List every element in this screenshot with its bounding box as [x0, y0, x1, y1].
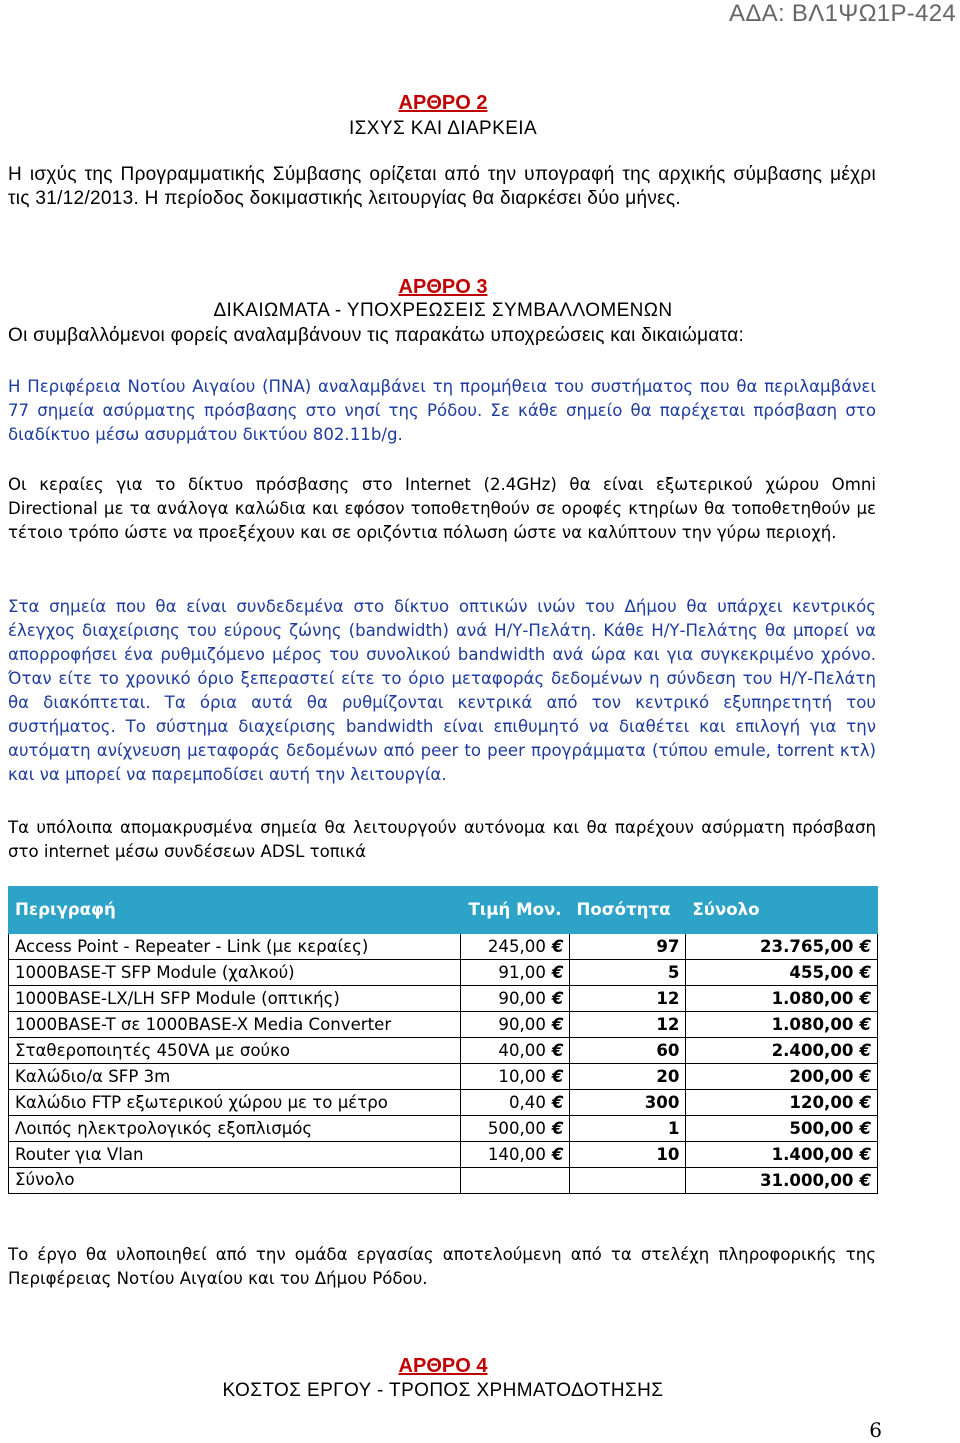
table-row: [9, 1090, 878, 1116]
table-row: [9, 1064, 878, 1090]
row-description: Καλώδιο/α SFP 3m: [9, 1064, 461, 1090]
row-total: [686, 960, 878, 986]
row-total: [686, 986, 878, 1012]
euro-symbol: €: [859, 1144, 871, 1164]
row-description: Σταθεροποιητές 450VA με σούκο: [9, 1038, 461, 1064]
row-unit-price: [460, 1038, 570, 1064]
row-unit-price-value: 245,00: [487, 936, 546, 956]
euro-symbol: €: [551, 1118, 564, 1138]
row-unit-price: [460, 960, 570, 986]
table-row: [9, 1116, 878, 1142]
row-total: [686, 1012, 878, 1038]
article-3-heading: ΑΡΘΡΟ 3: [398, 276, 488, 298]
article-2-heading: ΑΡΘΡΟ 2: [398, 92, 488, 114]
article-2-paragraph: Η ισχύς της Προγραμματικής Σύμβασης ορίζεται από την υπογραφή της αρχικής σύμβασης μέχρι τις 31/12/2013. Η περίοδος δοκιμαστικής λειτουργίας θα διαρκέσει δύο μήνες.: [8, 164, 876, 209]
article-3-intro: Οι συμβαλλόμενοι φορείς αναλαμβάνουν τις παρακάτω υποχρεώσεις και δικαιώματα:: [8, 325, 745, 346]
article-3-paragraph-3: [8, 595, 876, 787]
table-row: [9, 986, 878, 1012]
row-quantity: 12: [570, 1012, 686, 1038]
article-2-subtitle: ΙΣΧΥΣ ΚΑΙ ΔΙΑΡΚΕΙΑ: [348, 118, 538, 139]
row-description: 1000BASE-LX/LH SFP Module (οπτικής): [9, 986, 461, 1012]
article-4-subtitle: ΚΟΣΤΟΣ ΕΡΓΟΥ - ΤΡΟΠΟΣ ΧΡΗΜΑΤΟΔΟΤΗΣΗΣ: [222, 1380, 664, 1401]
row-total-value: 1.080,00: [771, 988, 854, 1008]
table-sum-row: [9, 1168, 878, 1194]
row-unit-price: [460, 1116, 570, 1142]
paragraph-3-text: Στα σημεία που θα είναι συνδεδεμένα στο δίκτυο οπτικών ινών του Δήμου θα υπάρχει κεντρικός έλεγχος διαχείρισης του εύρους ζώνης (bandwidth) ανά Η/Υ-Πελάτη. Κάθε Η/Υ-Πελάτης θα μπορεί να απορροφήσει ένα ρυθμιζόμενο μέρος του συνολικού bandwidth ανά ώρα και για συγκεκριμένο χρόνο. Όταν είτε το χρονικό όριο ξεπεραστεί είτε το όριο μεταφοράς δεδομένων η σύνδεση του Η/Υ-Πελάτη θα διακόπτεται. Τα όρια αυτά θα ρυθμίζονται κεντρικά από τον κεντρικό εξυπηρετητή του συστήματος. Το σύστημα διαχείρισης bandwidth είναι επιθυμητό να διαθέτει και επιλογή για την αυτόματη ανίχνευση μεταφοράς δεδομένων από peer to peer προγράμματα (τύπου emule, torrent κτλ) και να μπορεί να παρεμποδίσει αυτή την λειτουργία.: [8, 597, 876, 784]
row-description: Router για Vlan: [9, 1142, 461, 1168]
row-unit-price-value: 91,00: [498, 962, 546, 982]
row-unit-price: [460, 1142, 570, 1168]
row-quantity: 97: [570, 934, 686, 960]
row-quantity: 20: [570, 1064, 686, 1090]
euro-symbol: €: [859, 1171, 871, 1190]
header-unit-price: Τιμή Μον.: [460, 887, 570, 934]
row-unit-price-value: 500,00: [487, 1118, 546, 1138]
header-total: Σύνολο: [686, 887, 878, 934]
row-total: [686, 1064, 878, 1090]
row-total-value: 500,00: [789, 1118, 854, 1138]
euro-symbol: €: [859, 962, 871, 982]
sum-label: Σύνολο: [9, 1168, 461, 1194]
table-header-row: [9, 887, 878, 934]
row-unit-price: [460, 1090, 570, 1116]
row-description: 1000BASE-T σε 1000BASE-X Media Converter: [9, 1012, 461, 1038]
row-unit-price: [460, 986, 570, 1012]
row-description: 1000BASE-T SFP Module (χαλκού): [9, 960, 461, 986]
table-row: [9, 1012, 878, 1038]
euro-symbol: €: [551, 962, 564, 982]
euro-symbol: €: [551, 1144, 564, 1164]
row-quantity: 60: [570, 1038, 686, 1064]
row-unit-price-value: 140,00: [487, 1144, 546, 1164]
euro-symbol: €: [859, 988, 871, 1008]
row-total: [686, 1116, 878, 1142]
row-description: Access Point - Repeater - Link (με κεραίες): [9, 934, 461, 960]
sum-empty-price: [460, 1168, 570, 1194]
paragraph-1-text: Η Περιφέρεια Νοτίου Αιγαίου (ΠΝΑ) αναλαμβάνει τη προμήθεια του συστήματος που θα περιλαμβάνει 77 σημεία ασύρματης πρόσβασης στο νησί της Ρόδου. Σε κάθε σημείο θα παρέχεται πρόσβαση στο διαδίκτυο μέσω ασυρμάτου δικτύου 802.11b/g.: [8, 377, 876, 444]
table-row: [9, 960, 878, 986]
row-total-value: 1.080,00: [771, 1014, 854, 1034]
row-total-value: 200,00: [789, 1066, 854, 1086]
header-quantity: Ποσότητα: [570, 887, 686, 934]
row-unit-price: [460, 1012, 570, 1038]
euro-symbol: €: [551, 1066, 564, 1086]
euro-symbol: €: [551, 1092, 564, 1112]
euro-symbol: €: [859, 1040, 871, 1060]
row-quantity: 5: [570, 960, 686, 986]
sum-total-value: 31.000,00: [760, 1171, 854, 1190]
row-unit-price-value: 0,40: [508, 1092, 546, 1112]
row-total: [686, 1142, 878, 1168]
row-total-value: 2.400,00: [771, 1040, 854, 1060]
row-total-value: 120,00: [789, 1092, 854, 1112]
euro-symbol: €: [551, 988, 564, 1008]
row-total-value: 23.765,00: [760, 936, 854, 956]
euro-symbol: €: [859, 1092, 871, 1112]
sum-empty-qty: [570, 1168, 686, 1194]
row-quantity: 300: [570, 1090, 686, 1116]
row-unit-price-value: 10,00: [498, 1066, 546, 1086]
sum-total: [686, 1168, 878, 1194]
row-unit-price: [460, 1064, 570, 1090]
euro-symbol: €: [551, 1014, 564, 1034]
row-total-value: 455,00: [789, 962, 854, 982]
euro-symbol: €: [551, 936, 564, 956]
ada-code: ΑΔΑ: ΒΛ1ΨΩ1Ρ-424: [729, 0, 956, 27]
closing-paragraph: Το έργο θα υλοποιηθεί από την ομάδα εργασίας αποτελούμενη από τα στελέχη πληροφορικής της Περιφέρειας Νοτίου Αιγαίου και του Δήμου Ρόδου.: [8, 1245, 876, 1288]
row-quantity: 10: [570, 1142, 686, 1168]
euro-symbol: €: [859, 1014, 871, 1034]
row-total: [686, 1090, 878, 1116]
row-unit-price-value: 90,00: [498, 1014, 546, 1034]
row-unit-price-value: 40,00: [498, 1040, 546, 1060]
header-description: Περιγραφή: [9, 887, 461, 934]
row-total-value: 1.400,00: [771, 1144, 854, 1164]
row-quantity: 12: [570, 986, 686, 1012]
euro-symbol: €: [859, 1066, 871, 1086]
row-unit-price: [460, 934, 570, 960]
row-unit-price-value: 90,00: [498, 988, 546, 1008]
page-number: 6: [869, 1418, 882, 1442]
article-3-paragraph-2: Οι κεραίες για το δίκτυο πρόσβασης στο Internet (2.4GHz) θα είναι εξωτερικού χώρου Omni Directional με τα ανάλογα καλώδια και εφόσον τοποθετηθούν σε οροφές κτηρίων θα τοποθετηθούν με τέτοιο τρόπο ώστε να προεξέχουν και σε οριζόντια πόλωση ώστε να καλύπτουν την γύρω περιοχή.: [8, 475, 876, 542]
table-row: [9, 1142, 878, 1168]
euro-symbol: €: [859, 1118, 871, 1138]
row-total: [686, 934, 878, 960]
table-row: [9, 1038, 878, 1064]
article-3-paragraph-1: [8, 375, 876, 447]
table-row: [9, 934, 878, 960]
article-4-heading: ΑΡΘΡΟ 4: [398, 1355, 488, 1377]
article-3-subtitle: ΔΙΚΑΙΩΜΑΤΑ - ΥΠΟΧΡΕΩΣΕΙΣ ΣΥΜΒΑΛΛΟΜΕΝΩΝ: [213, 300, 673, 321]
row-description: Λοιπός ηλεκτρολογικός εξοπλισμός: [9, 1116, 461, 1142]
row-quantity: 1: [570, 1116, 686, 1142]
row-total: [686, 1038, 878, 1064]
cost-table: [8, 886, 878, 1194]
row-description: Καλώδιο FTP εξωτερικού χώρου με το μέτρο: [9, 1090, 461, 1116]
euro-symbol: €: [551, 1040, 564, 1060]
euro-symbol: €: [859, 936, 871, 956]
article-3-paragraph-4: Τα υπόλοιπα απομακρυσμένα σημεία θα λειτουργούν αυτόνομα και θα παρέχουν ασύρματη πρόσβαση στο internet μέσω συνδέσεων ADSL τοπικά: [8, 818, 876, 861]
